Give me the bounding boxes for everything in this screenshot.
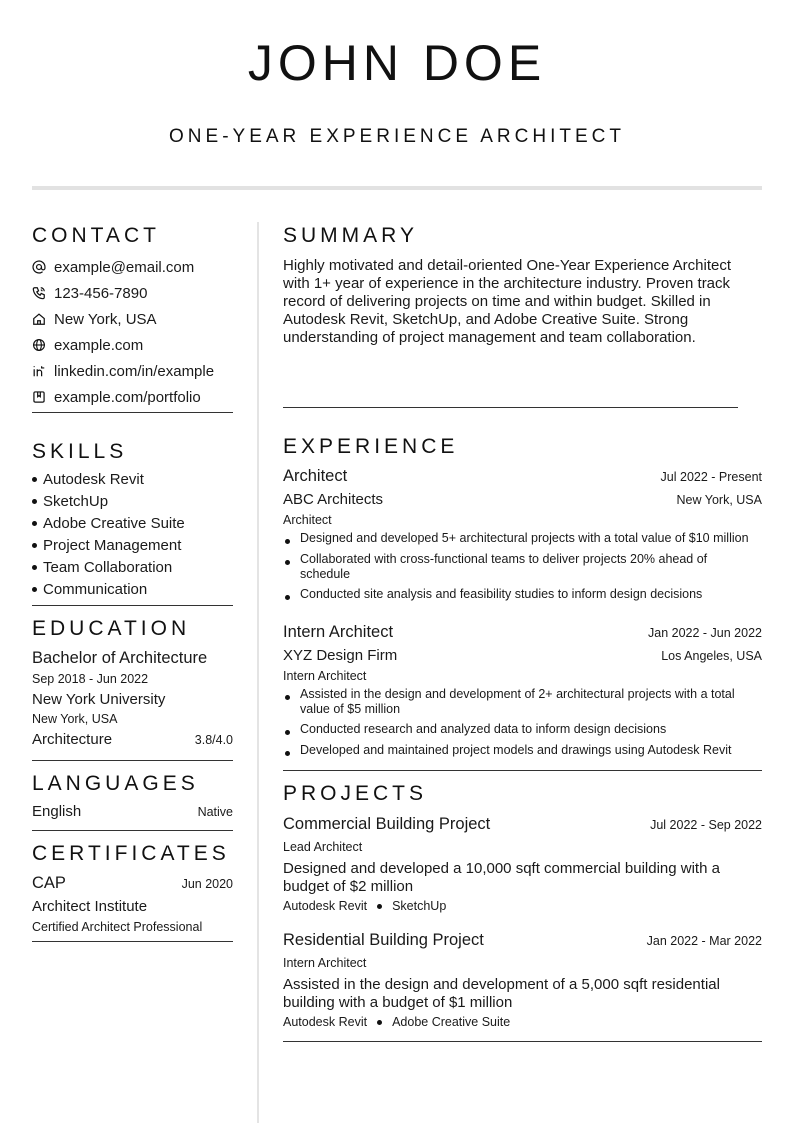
job-bullet: [283, 587, 762, 602]
job-dates: Jul 2022 - Present: [660, 470, 762, 484]
job-bullet: [283, 743, 762, 758]
job-bullet-text: Conducted research and analyzed data to inform design decisions: [300, 722, 667, 736]
job-company: XYZ Design Firm: [283, 647, 398, 664]
projects-title: PROJECTS: [283, 782, 428, 805]
skills-title: SKILLS: [32, 440, 128, 463]
contact-linkedin[interactable]: [32, 358, 233, 384]
education-title: EDUCATION: [32, 617, 191, 640]
candidate-role: ONE-YEAR EXPERIENCE ARCHITECT: [169, 126, 625, 147]
job-location: New York, USA: [676, 493, 762, 507]
languages-section: [32, 770, 233, 831]
skill-item: [32, 491, 233, 513]
job-company-row: [283, 644, 762, 668]
project-header: [283, 813, 762, 836]
project-name: Commercial Building Project: [283, 815, 491, 833]
certificate-full-name: Certified Architect Professional: [32, 920, 203, 934]
experience-section: [283, 433, 762, 771]
linkedin-icon: [32, 363, 54, 379]
job-title: Intern Architect: [283, 623, 394, 641]
job-header: [283, 621, 762, 644]
contact-website[interactable]: [32, 332, 233, 358]
contact-email[interactable]: [32, 254, 233, 280]
project-tag: SketchUp: [392, 899, 447, 913]
job-company-row: [283, 488, 762, 512]
bullet-icon: [32, 521, 37, 526]
bullet-icon: [32, 587, 37, 592]
skill-item: [32, 535, 233, 557]
summary-text: Highly motivated and detail-oriented One-Year Experience Architect with 1+ year of experience in the architecture industry. Proven track record of delivering projects on time and within budget. Skilled in Autodesk Revit, SketchUp, and Adobe Creative Suite. Strong understanding of project management and team collaboration.: [283, 257, 732, 346]
skills-list: [32, 469, 233, 601]
education-school: New York University: [32, 691, 166, 708]
certificates-section: [32, 840, 233, 942]
project-name: Residential Building Project: [283, 931, 484, 949]
contact-email-text: example@email.com: [54, 258, 195, 276]
education-field: Architecture: [32, 731, 113, 748]
contact-title: CONTACT: [32, 224, 160, 247]
project-header: [283, 929, 762, 952]
education-divider: [32, 760, 233, 761]
education-dates: Sep 2018 - Jun 2022: [32, 672, 149, 686]
contact-location-text: New York, USA: [54, 310, 157, 328]
job-bullet-text: Assisted in the design and development of 2+ architectural projects with a total value of $5 million: [300, 687, 735, 716]
skill-item: [32, 469, 233, 491]
languages-title: LANGUAGES: [32, 772, 199, 795]
bullet-icon: [283, 687, 300, 717]
skill-label: Communication: [43, 581, 148, 598]
education-section: [32, 615, 233, 761]
header-divider: [32, 186, 762, 190]
skills-section: [32, 438, 233, 606]
project-role: Intern Architect: [283, 956, 367, 970]
experience-title: EXPERIENCE: [283, 435, 459, 458]
project-tags: [283, 896, 762, 916]
home-icon: [32, 311, 54, 327]
certificates-divider: [32, 941, 233, 942]
bullet-icon: [32, 499, 37, 504]
contact-phone-text: 123-456-7890: [54, 284, 148, 302]
certificates-title: CERTIFICATES: [32, 842, 230, 865]
job-bullet: [283, 722, 762, 737]
certificate-issuer: Architect Institute: [32, 898, 148, 915]
education-degree: Bachelor of Architecture: [32, 649, 208, 667]
bullet-icon: [377, 1020, 382, 1025]
job-position: Architect: [283, 513, 332, 527]
job-bullet: [283, 531, 762, 546]
bullet-icon: [283, 743, 300, 758]
right-column: [283, 222, 762, 1042]
at-icon: [32, 259, 54, 275]
job-bullet: [283, 687, 762, 717]
bullet-icon: [32, 543, 37, 548]
contact-website-text: example.com: [54, 336, 144, 354]
job-entry: [283, 621, 762, 758]
education-gpa: 3.8/4.0: [194, 733, 233, 747]
project-entry: [283, 813, 762, 916]
job-entry: [283, 465, 762, 602]
job-dates: Jan 2022 - Jun 2022: [648, 626, 762, 640]
column-divider: [257, 222, 259, 1123]
skill-item: [32, 579, 233, 601]
bullet-icon: [283, 531, 300, 546]
bullet-icon: [32, 477, 37, 482]
certificate-name: CAP: [32, 874, 66, 892]
language-row: [32, 802, 233, 822]
skill-label: Project Management: [43, 537, 182, 554]
job-bullets: [283, 687, 762, 758]
contact-list: [32, 254, 233, 410]
projects-divider: [283, 1041, 762, 1042]
job-bullet-text: Conducted site analysis and feasibility studies to inform design decisions: [300, 587, 703, 601]
bullet-icon: [32, 565, 37, 570]
language-level: Native: [197, 805, 233, 819]
job-header: [283, 465, 762, 488]
job-bullet-text: Developed and maintained project models and drawings using Autodesk Revit: [300, 743, 732, 757]
project-description: Designed and developed a 10,000 sqft commercial building with a budget of $2 million: [283, 860, 720, 895]
portfolio-icon: [32, 389, 54, 405]
project-tag: Adobe Creative Suite: [392, 1015, 511, 1029]
contact-linkedin-text: linkedin.com/in/example: [54, 362, 215, 380]
skill-item: [32, 557, 233, 579]
education-location: New York, USA: [32, 712, 118, 726]
project-tag: Autodesk Revit: [283, 899, 368, 913]
skill-label: SketchUp: [43, 493, 109, 510]
left-column: [32, 222, 233, 942]
contact-divider: [32, 412, 233, 413]
job-company: ABC Architects: [283, 491, 384, 508]
summary-divider: [283, 407, 738, 408]
job-position: Intern Architect: [283, 669, 367, 683]
project-dates: Jul 2022 - Sep 2022: [650, 818, 762, 832]
contact-portfolio-text: example.com/portfolio: [54, 388, 201, 406]
bullet-icon: [377, 904, 382, 909]
job-bullet-text: Designed and developed 5+ architectural projects with a total value of $10 million: [300, 531, 749, 545]
contact-portfolio[interactable]: [32, 384, 233, 410]
job-bullet: [283, 552, 762, 582]
contact-location: [32, 306, 233, 332]
summary-section: [283, 222, 762, 408]
contact-section: [32, 222, 233, 413]
job-bullet-text: Collaborated with cross-functional teams to deliver projects 20% ahead of schedule: [300, 552, 708, 581]
project-description: Assisted in the design and development of a 5,000 sqft residential building with a budget of $1 million: [283, 976, 720, 1011]
certificate-row: [32, 872, 233, 895]
bullet-icon: [283, 722, 300, 737]
education-field-row: [32, 728, 233, 752]
job-bullets: [283, 531, 762, 602]
experience-divider: [283, 770, 762, 771]
job-location: Los Angeles, USA: [661, 649, 762, 663]
project-entry: [283, 929, 762, 1032]
globe-icon: [32, 337, 54, 353]
project-role: Lead Architect: [283, 840, 363, 854]
project-dates: Jan 2022 - Mar 2022: [646, 934, 762, 948]
bullet-icon: [283, 587, 300, 602]
skills-divider: [32, 605, 233, 606]
phone-icon: [32, 285, 54, 301]
job-title: Architect: [283, 467, 348, 485]
project-tags: [283, 1012, 762, 1032]
certificate-date: Jun 2020: [181, 877, 233, 891]
bullet-icon: [283, 552, 300, 582]
summary-title: SUMMARY: [283, 224, 418, 247]
language-name: English: [32, 803, 82, 820]
projects-section: [283, 780, 762, 1042]
contact-phone[interactable]: [32, 280, 233, 306]
candidate-name: JOHN DOE: [247, 35, 547, 91]
skill-item: [32, 513, 233, 535]
project-tag: Autodesk Revit: [283, 1015, 368, 1029]
skill-label: Team Collaboration: [43, 559, 173, 576]
skill-label: Adobe Creative Suite: [43, 515, 185, 532]
skill-label: Autodesk Revit: [43, 471, 144, 488]
languages-divider: [32, 830, 233, 831]
